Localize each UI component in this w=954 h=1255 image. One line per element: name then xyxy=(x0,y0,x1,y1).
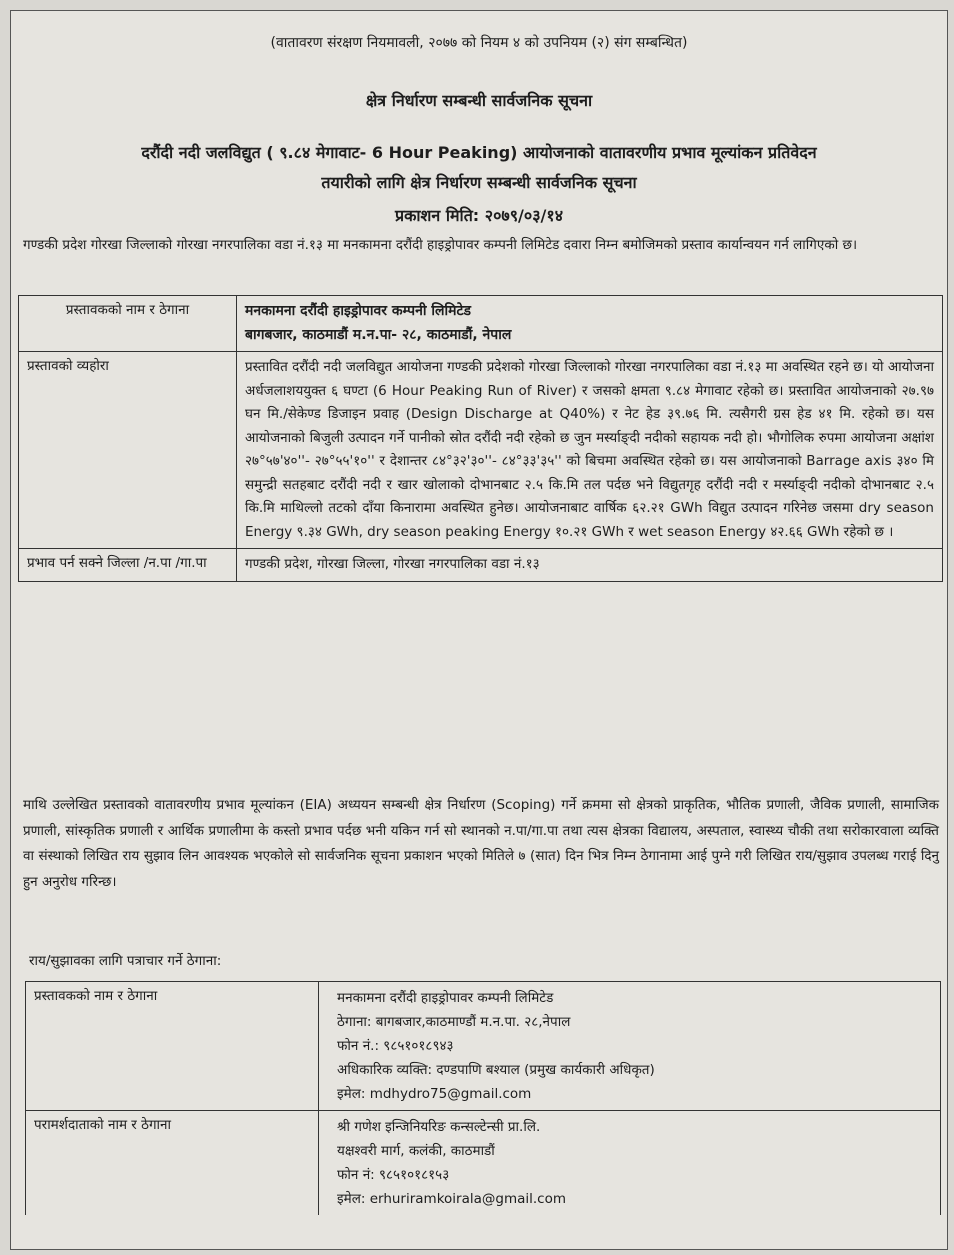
public-notice xyxy=(10,10,948,1250)
request-paragraph: माथि उल्लेखित प्रस्तावको वातावरणीय प्रभाव मूल्यांकन (EIA) अध्ययन सम्बन्धी क्षेत्र निर्धारण (Scoping) गर्ने क्रममा सो क्षेत्रको प्राकृतिक, भौतिक प्रणाली, जैविक प्रणाली, सामाजिक प्रणाली, सांस्कृतिक प्रणाली र आर्थिक प्रणालीमा के कस्तो प्रभाव पर्दछ भनी यकिन गर्न सो स्थानको न.पा/गा.पा तथा त्यस क्षेत्रका विद्यालय, अस्पताल, स्वास्थ्य चौकी तथा सरोकारवाला व्यक्ति वा संस्थाको लिखित राय सुझाव लिन आवश्यक भएकोले सो सार्वजनिक सूचना प्रकाशन भएको मितिले ७ (सात) दिन भित्र निम्न ठेगानामा आई पुग्ने गरी लिखित राय/सुझाव उपलब्ध गराई दिनु हुन अनुरोध गरिन्छ। xyxy=(23,797,939,890)
contact-line: इमेल: mdhydro75@gmail.com xyxy=(337,1086,532,1102)
table-row xyxy=(19,549,943,582)
affected-area-value: गण्डकी प्रदेश, गोरखा जिल्ला, गोरखा नगरपालिका वडा नं.१३ xyxy=(237,549,943,582)
consultant-contact-details xyxy=(319,1111,941,1216)
project-title-line-2: तयारीको लागि क्षेत्र निर्धारण सम्बन्धी सार्वजनिक सूचना xyxy=(321,173,637,192)
proposal-description: प्रस्तावित दरौंदी नदी जलविद्युत आयोजना गण्डकी प्रदेशको गोरखा जिल्लाको गोरखा नगरपालिका वडा नं.१३ मा अवस्थित रहने छ। यो आयोजना अर्धजलाशययुक्त ६ घण्टा (6 Hour Peaking Run of River) र जसको क्षमता ९.८४ मेगावाट रहेको छ। प्रस्तावित आयोजनाको २७.९७ घन मि./सेकेण्ड डिजाइन प्रवाह (Design Discharge at Q40%) र नेट हेड ३९.७६ मि. त्यसैगरी ग्रस हेड ४१ मि. रहेको छ। यस आयोजनाको बिजुली उत्पादन गर्ने पानीको स्रोत दरौंदी नदी रहेको छ जुन मर्स्याङ्दी नदीको सहायक नदी हो। भौगोलिक रुपमा आयोजना अक्षांश २७°५७'४०''- २७°५५'१०'' र देशान्तर ८४°३२'३०''- ८४°३३'३५'' को बिचमा अवस्थित रहेको छ। यस आयोजनाको Barrage axis ३४० मि समुन्द्री सतहबाट दरौंदी नदी र खार खोलाको दोभानबाट २.५ कि.मि तल पर्दछ भने विद्युतगृह दरौंदी नदी र मर्स्याङ्दी नदीको दोभानबाट २.५ कि.मि माथिल्लो तटको दाँया किनारामा अवस्थित हुनेछ। आयोजनाबाट वार्षिक ६२.२१ GWh विद्युत उत्पादन गरिनेछ जसमा dry season Energy ९.३४ GWh, dry season peaking Energy १०.२१ GWh र wet season Energy ४२.६६ GWh रहेको छ । xyxy=(237,352,943,549)
proposer-name: मनकामना दरौंदी हाइड्रोपावर कम्पनी लिमिटेड xyxy=(245,303,471,319)
project-details-table xyxy=(18,295,943,582)
notice-title: क्षेत्र निर्धारण सम्बन्धी सार्वजनिक सूचना xyxy=(365,91,593,110)
proposer-contact-label: प्रस्तावकको नाम र ठेगाना xyxy=(26,982,319,1111)
proposal-description-label: प्रस्तावको व्यहोरा xyxy=(19,352,237,549)
contact-line: इमेल: erhuriramkoirala@gmail.com xyxy=(337,1191,567,1207)
proposer-label: प्रस्तावकको नाम र ठेगाना xyxy=(19,296,237,352)
regulation-note: (वातावरण संरक्षण नियमावली, २०७७ को नियम ४ को उपनियम (२) संग सम्बन्धित) xyxy=(270,35,688,51)
contact-line: फोन नं.: ९८५१०१८९४३ xyxy=(337,1038,454,1054)
intro-paragraph: गण्डकी प्रदेश गोरखा जिल्लाको गोरखा नगरपालिका वडा नं.१३ मा मनकामना दरौंदी हाइड्रोपावर कम्पनी लिमिटेड दवारा निम्न बमोजिमको प्रस्ताव कार्यान्वयन गर्न लागिएको छ। xyxy=(23,237,858,253)
contact-title: राय/सुझावका लागि पत्राचार गर्ने ठेगाना: xyxy=(29,953,222,969)
contact-line: अधिकारिक व्यक्ति: दण्डपाणि बश्याल (प्रमुख कार्यकारी अधिकृत) xyxy=(337,1062,655,1078)
contact-table xyxy=(25,981,941,1215)
proposer-address: बागबजार, काठमाडौं म.न.पा- २८, काठमाडौं, नेपाल xyxy=(245,326,512,343)
contact-line: यक्षश्वरी मार्ग, कलंकी, काठमाडौं xyxy=(337,1143,495,1159)
table-row xyxy=(19,352,943,549)
publication-date: प्रकाशन मिति: २०७९/०३/१४ xyxy=(394,206,564,225)
affected-area-label: प्रभाव पर्न सक्ने जिल्ला /न.पा /गा.पा xyxy=(19,549,237,582)
contact-line: फोन नं: ९८५१०१८१५३ xyxy=(337,1167,450,1183)
table-row xyxy=(26,1111,941,1216)
contact-line: ठेगाना: बागबजार,काठमाण्डौं म.न.पा. २८,नेपाल xyxy=(337,1014,571,1030)
proposer-value xyxy=(237,296,943,352)
contact-line: मनकामना दरौंदी हाइड्रोपावर कम्पनी लिमिटेड xyxy=(337,990,554,1006)
contact-line: श्री गणेश इन्जिनियरिङ कन्सल्टेन्सी प्रा.लि. xyxy=(337,1119,541,1135)
project-title-line-1: दरौंदी नदी जलविद्युत ( ९.८४ मेगावाट- 6 Hour Peaking) आयोजनाको वातावरणीय प्रभाव मूल्यांकन प्रतिवेदन xyxy=(141,143,817,162)
consultant-contact-label: परामर्शदाताको नाम र ठेगाना xyxy=(26,1111,319,1216)
proposer-contact-details xyxy=(319,982,941,1111)
table-row xyxy=(26,982,941,1111)
table-row xyxy=(19,296,943,352)
